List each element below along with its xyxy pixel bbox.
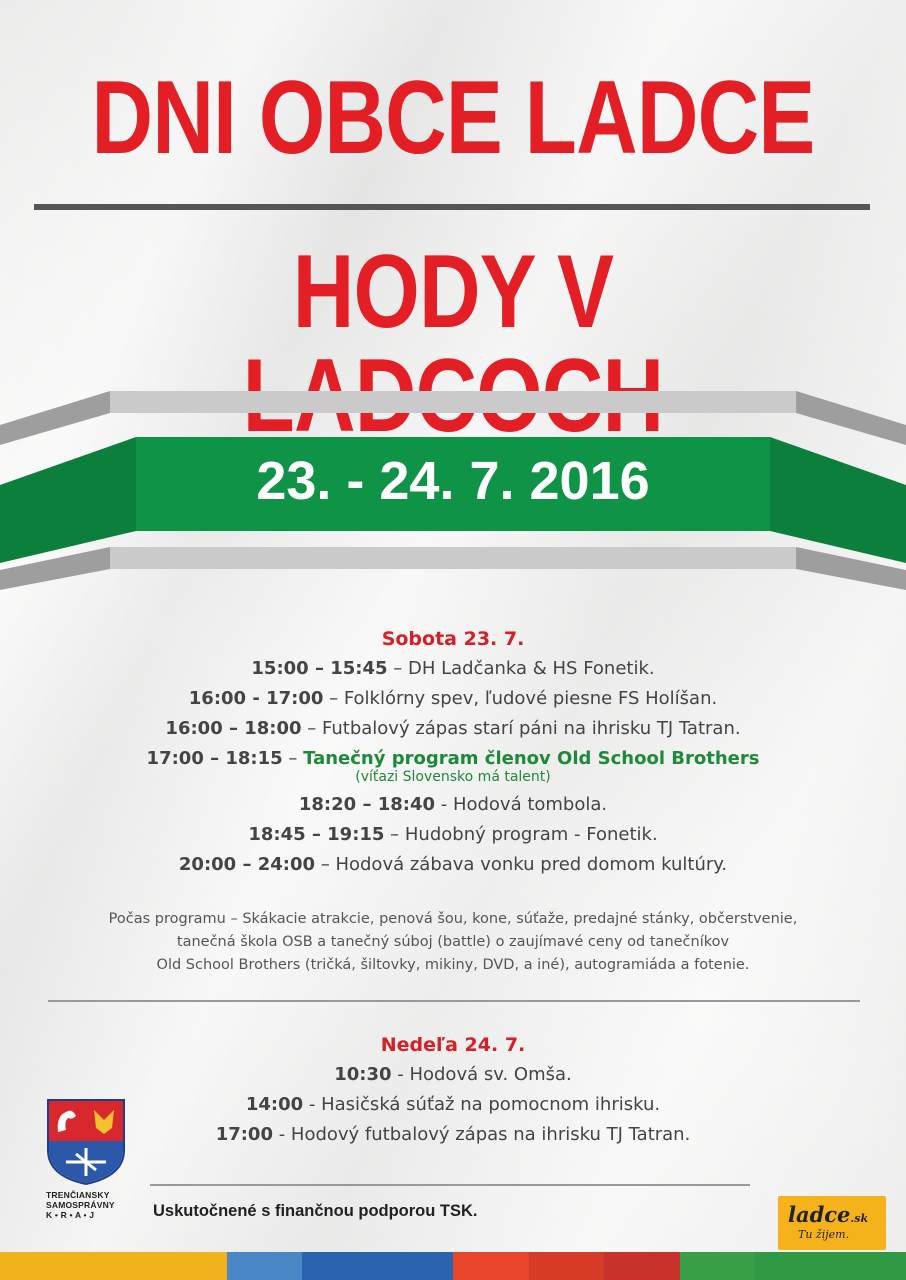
color-stripe bbox=[831, 1252, 906, 1280]
sunday-program bbox=[0, 1030, 906, 1150]
note-line: Old School Brothers (tričká, šiltovky, mikiny, DVD, a iné), autogramiáda a fotenie. bbox=[156, 957, 750, 973]
color-stripe bbox=[151, 1252, 227, 1280]
main-title: DNI OBCE LADCE bbox=[91, 60, 815, 176]
saturday-program bbox=[0, 624, 906, 880]
color-stripe bbox=[378, 1252, 454, 1280]
color-stripe bbox=[453, 1252, 529, 1280]
program-item: 16:00 - 17:00 – Folklórny spev, ľudové piesne FS Holíšan. bbox=[188, 688, 718, 709]
program-item: 15:00 – 15:45 – DH Ladčanka & HS Fonetik. bbox=[251, 658, 655, 679]
title-divider bbox=[34, 204, 870, 210]
color-stripe bbox=[227, 1252, 303, 1280]
program-item: 10:30 - Hodová sv. Omša. bbox=[334, 1064, 572, 1085]
support-text: Uskutočnené s finančnou podporou TSK. bbox=[153, 1202, 478, 1220]
color-stripe bbox=[529, 1252, 605, 1280]
tsk-label: TRENČIANSKY SAMOSPRÁVNY K • R • A • J bbox=[46, 1190, 115, 1220]
color-stripes bbox=[0, 1252, 906, 1280]
event-date: 23. - 24. 7. 2016 bbox=[256, 451, 650, 511]
section-divider bbox=[48, 1000, 860, 1002]
program-item: 16:00 – 18:00 – Futbalový zápas starí páni na ihrisku TJ Tatran. bbox=[165, 718, 741, 739]
program-item: 18:20 – 18:40 - Hodová tombola. bbox=[298, 794, 608, 815]
sunday-heading: Nedeľa 24. 7. bbox=[380, 1034, 526, 1056]
color-stripe bbox=[302, 1252, 378, 1280]
ladce-logo: ladce.sk Tu žijem. bbox=[778, 1196, 886, 1250]
program-item: 17:00 - Hodový futbalový zápas na ihrisku TJ Tatran. bbox=[215, 1124, 691, 1145]
program-item-highlight: 17:00 – 18:15 – Tanečný program členov Old School Brothers bbox=[146, 748, 760, 769]
ribbon-top-left-wing bbox=[0, 391, 110, 445]
program-item: 14:00 - Hasičská súťaž na pomocnom ihrisku. bbox=[245, 1094, 661, 1115]
ribbon-top-bar bbox=[110, 391, 796, 413]
color-stripe bbox=[680, 1252, 756, 1280]
highlight-text: Tanečný program členov Old School Brothers bbox=[303, 748, 760, 769]
color-stripe bbox=[604, 1252, 680, 1280]
program-item: 20:00 – 24:00 – Hodová zábava vonku pred domom kultúry. bbox=[178, 854, 728, 875]
highlight-subtext: (víťazi Slovensko má talent) bbox=[355, 769, 551, 785]
color-stripe bbox=[76, 1252, 152, 1280]
saturday-heading: Sobota 23. 7. bbox=[381, 628, 525, 650]
note-line: Počas programu – Skákacie atrakcie, penová šou, kone, súťaže, predajné stánky, občerstvenie, bbox=[108, 911, 798, 927]
ribbon-bottom-bar bbox=[110, 547, 796, 569]
color-stripe bbox=[755, 1252, 831, 1280]
program-item: 18:45 – 19:15 – Hudobný program - Fonetik. bbox=[248, 824, 658, 845]
color-stripe bbox=[0, 1252, 76, 1280]
note-line: tanečná škola OSB a tanečný súboj (battle) o zaujímavé ceny od tanečníkov bbox=[176, 934, 730, 950]
footer-divider bbox=[150, 1184, 750, 1186]
ribbon-green-right-wing bbox=[770, 437, 906, 563]
coat-of-arms-icon bbox=[46, 1098, 126, 1186]
ribbon-green-left-wing bbox=[0, 437, 136, 563]
ribbon-top-right-wing bbox=[796, 391, 906, 445]
sub-title: HODY V bbox=[292, 234, 614, 350]
program-note bbox=[0, 908, 906, 977]
